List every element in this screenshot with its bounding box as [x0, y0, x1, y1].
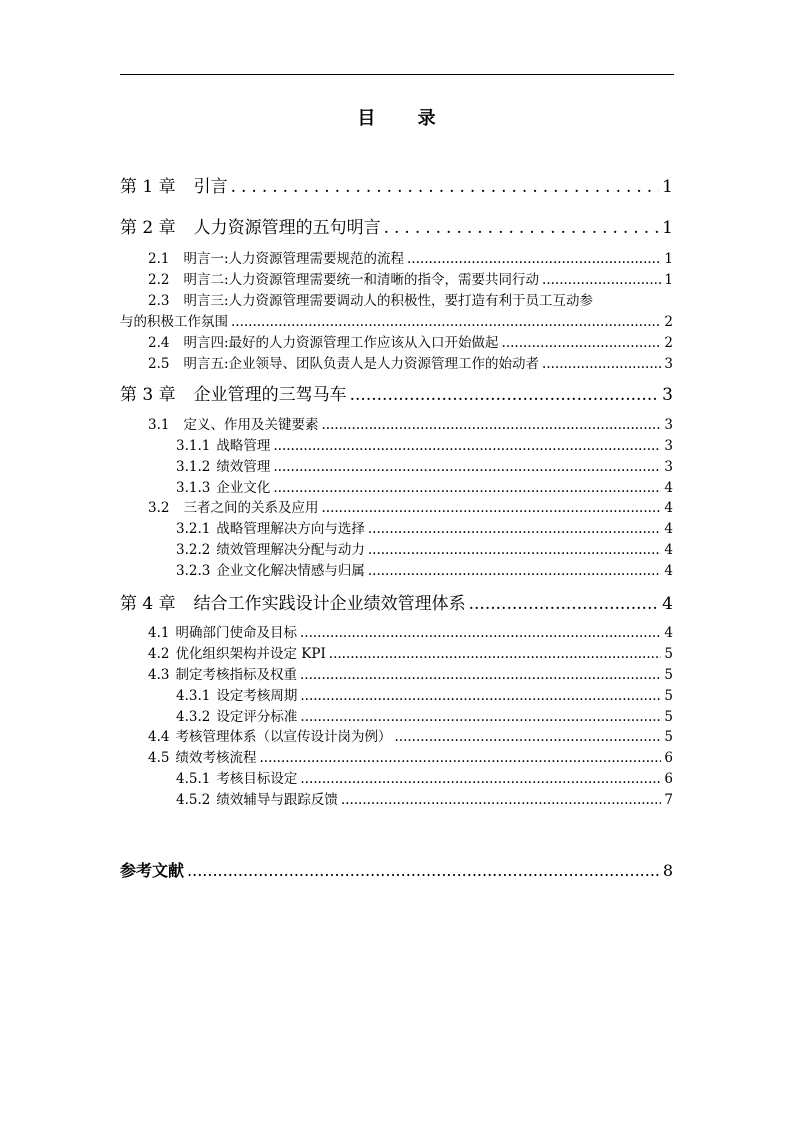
- toc-entry-label: 4.5.1 考核目标设定: [176, 771, 298, 787]
- toc-page-number: 5: [664, 729, 673, 745]
- dot-leader: [300, 688, 661, 704]
- header-rule: [120, 74, 674, 75]
- dot-leader: [368, 563, 662, 579]
- toc-entry-3-1-1[interactable]: [176, 434, 673, 454]
- dot-leader: [384, 218, 660, 238]
- toc-entry-label: 3.1.1 战略管理: [176, 438, 271, 454]
- toc-entry-label: 3.2.3 企业文化解决情感与归属: [176, 563, 365, 579]
- toc-entry-label: 4.1 明确部门使命及目标: [148, 625, 297, 641]
- toc-entry-2-4[interactable]: [148, 331, 673, 351]
- toc-entry-label: 3.1.3 企业文化: [176, 480, 271, 496]
- toc-page-number: 1: [664, 251, 673, 267]
- toc-page-number: 4: [664, 542, 673, 558]
- toc-entry-4-3-1[interactable]: [176, 684, 673, 704]
- toc-page-number: 1: [662, 218, 673, 238]
- toc-entry-label: 2.2 明言二:人力资源管理需要统一和清晰的指令，需要共同行动: [148, 272, 540, 288]
- dot-leader: [259, 750, 661, 766]
- toc-entry-ch2[interactable]: [120, 213, 673, 238]
- toc-page-number: 5: [664, 667, 673, 683]
- toc-entry-label: 第 3 章 企业管理的三驾马车: [120, 385, 347, 405]
- toc-page-number: 3: [664, 438, 673, 454]
- toc-entry-label: 第 1 章 引言: [120, 177, 228, 197]
- toc-page-number: 2: [664, 335, 673, 351]
- toc-entry-label: 与的积极工作氛围: [120, 314, 228, 330]
- toc-entry-label: 4.3.1 设定考核周期: [176, 688, 298, 704]
- dot-leader: [231, 314, 661, 330]
- toc-page-number: 6: [664, 750, 673, 766]
- toc-entry-label: 2.5 明言五:企业领导、团队负责人是人力资源管理工作的始动者: [148, 356, 540, 372]
- toc-entry-2-3-line1[interactable]: 2.3 明言三:人力资源管理需要调动人的积极性，要打造有利于员工互动参: [148, 293, 594, 309]
- dot-leader: [502, 335, 662, 351]
- toc-entry-2-3[interactable]: [120, 310, 673, 330]
- toc-entry-label: 2.4 明言四:最好的人力资源管理工作应该从入口开始做起: [148, 335, 499, 351]
- dot-leader: [300, 625, 661, 641]
- toc-entry-label: 4.5.2 绩效辅导与跟踪反馈: [176, 792, 338, 808]
- dot-leader: [542, 356, 661, 372]
- dot-leader: [273, 480, 661, 496]
- toc-entry-3-1-3[interactable]: [176, 476, 673, 496]
- dot-leader: [469, 594, 660, 614]
- toc-page-number: 3: [664, 459, 673, 475]
- toc-page-number: 1: [662, 177, 673, 197]
- dot-leader: [394, 729, 661, 745]
- toc-entry-references[interactable]: [120, 858, 673, 881]
- toc-page-number: 4: [664, 563, 673, 579]
- toc-page-number: 8: [662, 861, 673, 880]
- toc-entry-4-5-1[interactable]: [176, 767, 673, 787]
- dot-leader: [341, 792, 662, 808]
- toc-entry-label: 3.1 定义、作用及关键要素: [148, 417, 319, 433]
- toc-page-number: 1: [664, 272, 673, 288]
- toc-entry-ch4[interactable]: [120, 589, 673, 614]
- dot-leader: [542, 272, 661, 288]
- dot-leader: [329, 646, 662, 662]
- toc-page-number: 5: [664, 688, 673, 704]
- toc-page-number: 3: [664, 356, 673, 372]
- toc-page-number: 5: [664, 646, 673, 662]
- dot-leader: [300, 771, 661, 787]
- toc-entry-3-1[interactable]: [148, 413, 673, 433]
- toc-page-number: 7: [664, 792, 673, 808]
- dot-leader: [321, 500, 661, 516]
- dot-leader: [273, 438, 661, 454]
- dot-leader: [407, 251, 661, 267]
- toc-entry-2-5[interactable]: [148, 352, 673, 372]
- toc-entry-label: 3.2.1 战略管理解决方向与选择: [176, 521, 365, 537]
- toc-entry-label: 第 2 章 人力资源管理的五句明言: [120, 218, 381, 238]
- toc-entry-4-2[interactable]: [148, 642, 673, 662]
- toc-entry-4-4[interactable]: [148, 725, 673, 745]
- toc-page-number: 4: [664, 521, 673, 537]
- toc-entry-label: 3.2 三者之间的关系及应用: [148, 500, 319, 516]
- dot-leader: [321, 417, 661, 433]
- toc-entry-2-2[interactable]: [148, 268, 673, 288]
- toc-entry-4-1[interactable]: [148, 621, 673, 641]
- toc-page-number: 2: [664, 314, 673, 330]
- dot-leader: [231, 177, 660, 197]
- dot-leader: [368, 542, 662, 558]
- toc-entry-ch3[interactable]: [120, 380, 673, 405]
- toc-entry-label: 4.2 优化组织架构并设定 KPI: [148, 646, 326, 662]
- toc-entry-label: 第 4 章 结合工作实践设计企业绩效管理体系: [120, 594, 466, 614]
- toc-entry-4-3[interactable]: [148, 663, 673, 683]
- dot-leader: [273, 459, 661, 475]
- toc-entry-3-2-1[interactable]: [176, 517, 673, 537]
- toc-entry-label: 4.3 制定考核指标及权重: [148, 667, 297, 683]
- toc-entry-label: 3.1.2 绩效管理: [176, 459, 271, 475]
- toc-heading: 目 录: [357, 108, 454, 129]
- toc-entry-label: 4.5 绩效考核流程: [148, 750, 257, 766]
- toc-page-number: 6: [664, 771, 673, 787]
- toc-page-number: 5: [664, 709, 673, 725]
- toc-entry-label: 参考文献: [120, 861, 185, 880]
- toc-page-number: 3: [662, 385, 673, 405]
- toc-page-number: 4: [664, 500, 673, 516]
- toc-entry-label: 4.4 考核管理体系（以宣传设计岗为例）: [148, 729, 392, 745]
- toc-page-number: 4: [664, 625, 673, 641]
- toc-entry-ch1[interactable]: [120, 172, 673, 197]
- toc-entry-label: 2.1 明言一:人力资源管理需要规范的流程: [148, 251, 405, 267]
- dot-leader: [368, 521, 662, 537]
- dot-leader: [300, 709, 661, 725]
- toc-page-number: 3: [664, 417, 673, 433]
- toc-entry-4-5[interactable]: [148, 746, 673, 766]
- dot-leader: [300, 667, 661, 683]
- toc-entry-3-2[interactable]: [148, 496, 673, 516]
- toc-entry-3-1-2[interactable]: [176, 455, 673, 475]
- toc-page-number: 4: [662, 594, 673, 614]
- toc-entry-4-5-2[interactable]: [176, 788, 673, 808]
- toc-entry-3-2-2[interactable]: [176, 538, 673, 558]
- toc-entry-3-2-3[interactable]: [176, 559, 673, 579]
- toc-page-number: 4: [664, 480, 673, 496]
- toc-entry-label: 4.3.2 设定评分标准: [176, 709, 298, 725]
- toc-entry-4-3-2[interactable]: [176, 705, 673, 725]
- dot-leader: [187, 861, 660, 880]
- toc-entry-label: 3.2.2 绩效管理解决分配与动力: [176, 542, 365, 558]
- toc-entry-2-1[interactable]: [148, 247, 673, 267]
- dot-leader: [350, 385, 660, 405]
